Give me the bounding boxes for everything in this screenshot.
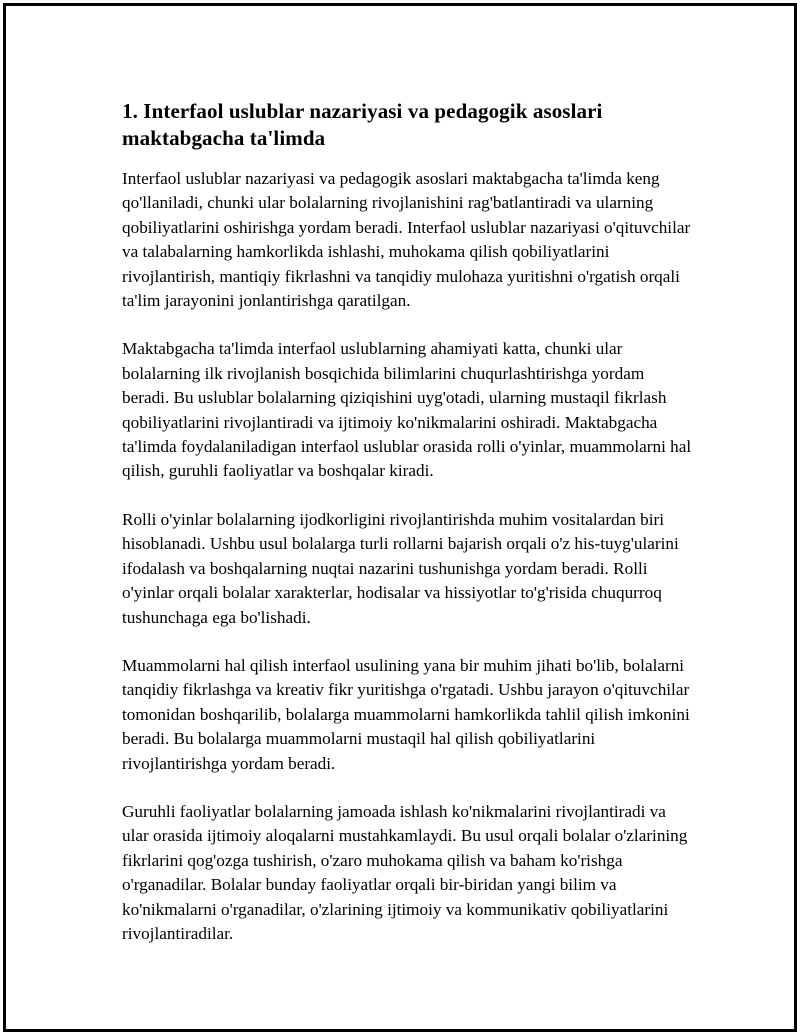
paragraph-1: Interfaol uslublar nazariyasi va pedagogik asoslari maktabgacha ta'limda keng qo'llaniladi, chunki ular bolalarning rivojlanishini rag'batlantiradi va ularning qobiliyatlarini oshirishga yordam beradi. Interfaol uslublar nazariyasi o'qituvchilar va talabalarning hamkorlikda ishlashi, muhokama qilish qobiliyatlarini rivojlantirish, mantiqiy fikrlashni va tanqidiy mulohaza yuritishni o'rgatish orqali ta'lim jarayonini jonlantirishga qaratilgan.: [122, 169, 691, 311]
paragraph-3: Rolli o'yinlar bolalarning ijodkorligini rivojlantirishda muhim vositalardan biri hisoblanadi. Ushbu usul bolalarga turli rollarni bajarish orqali o'z his-tuyg'ularini ifodalash va boshqalarning nuqtai nazarini tushunishga yordam beradi. Rolli o'yinlar orqali bolalar xarakterlar, hodisalar va hissiyotlar to'g'risida chuqurroq tushunchaga ega bo'lishadi.: [122, 509, 679, 627]
paragraph-5: Guruhli faoliyatlar bolalarning jamoada ishlash ko'nikmalarini rivojlantiradi va ular orasida ijtimoiy aloqalarni mustahkamlaydi. Bu usul orqali bolalar o'zlarining fikrlarini qog'ozga tushirish, o'zaro muhokama qilish va baham ko'rishga o'rganadilar. Bolalar bunday faoliyatlar orqali bir-biridan yangi bilim va ko'nikmalarni o'rganadilar, o'zlarining ijtimoiy va kommunikativ qobiliyatlarini rivojlantiradilar.: [122, 801, 688, 943]
paragraph-2: Maktabgacha ta'limda interfaol uslublarning ahamiyati katta, chunki ular bolalarning ilk rivojlanish bosqichida bilimlarini chuqurlashtirishga yordam beradi. Bu uslublar bolalarning qiziqishini uyg'otadi, ularning mustaqil fikrlash qobiliyatlarini rivojlantiradi va ijtimoiy ko'nikmalarini oshiradi. Maktabgacha ta'limda foydalaniladigan interfaol uslublar orasida rolli o'yinlar, muammolarni hal qilish, guruhli faoliyatlar va boshqalar kiradi.: [122, 339, 692, 481]
paragraph-4: Muammolarni hal qilish interfaol usulining yana bir muhim jihati bo'lib, bolalarni tanqidiy fikrlashga va kreativ fikr yuritishga o'rgatadi. Ushbu jarayon o'qituvchilar tomonidan boshqarilib, bolalarga muammolarni hamkorlikda tahlil qilish imkonini beradi. Bu bolalarga muammolarni mustaqil hal qilish qobiliyatlarini rivojlantirishga yordam beradi.: [122, 655, 690, 773]
document-body: [122, 98, 692, 946]
section-heading: 1. Interfaol uslublar nazariyasi va pedagogik asoslari maktabgacha ta'limda: [122, 99, 603, 150]
page-frame: [3, 3, 797, 1032]
